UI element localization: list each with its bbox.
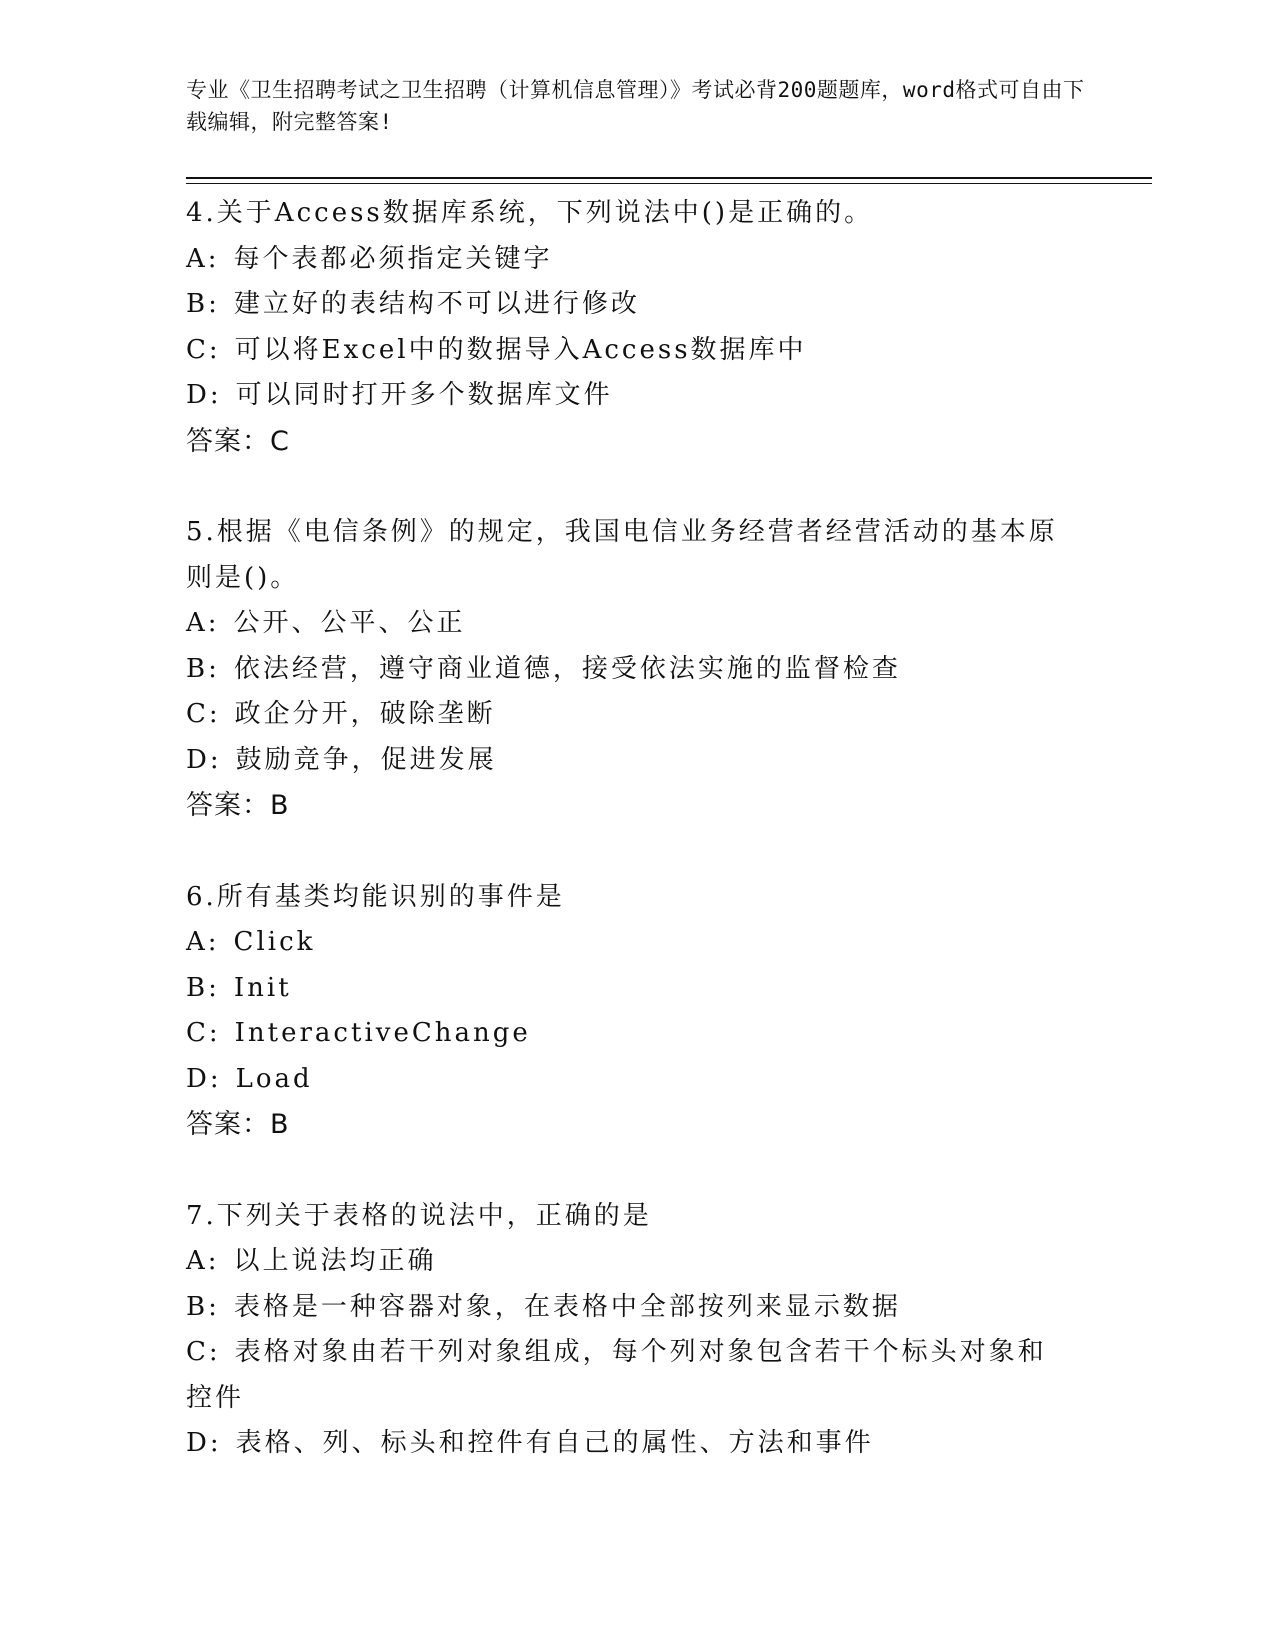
option-text: 表格对象由若干列对象组成，每个列对象包含若干个标头对象和控件 — [186, 1337, 1047, 1413]
option-key: C: — [186, 1337, 221, 1367]
option-c — [186, 328, 1066, 374]
option-key: D: — [186, 1428, 222, 1458]
option-text: 表格、列、标头和控件有自己的属性、方法和事件 — [235, 1428, 874, 1458]
option-a — [186, 237, 1066, 283]
answer-label: 答案：C — [186, 425, 290, 457]
option-text: 每个表都必须指定关键字 — [233, 243, 553, 274]
option-b — [186, 1285, 1066, 1331]
question-stem: 7.下列关于表格的说法中，正确的是 — [186, 1200, 652, 1231]
option-text: InteractiveChange — [234, 1018, 531, 1048]
option-a — [186, 1239, 1066, 1285]
option-text: 建立好的表结构不可以进行修改 — [233, 289, 640, 319]
option-d — [186, 373, 1066, 419]
option-text: 鼓励竞争，促进发展 — [235, 744, 497, 775]
question-6 — [186, 875, 1066, 1148]
option-key: C: — [186, 334, 221, 365]
option-key: B: — [186, 972, 220, 1003]
question-5 — [186, 510, 1066, 829]
option-text: 可以同时打开多个数据库文件 — [235, 380, 613, 410]
option-b — [186, 966, 1066, 1012]
option-text: 表格是一种容器对象，在表格中全部按列来显示数据 — [233, 1291, 901, 1322]
option-c — [186, 1330, 1066, 1421]
option-c — [186, 1011, 1066, 1057]
option-key: B: — [186, 289, 220, 319]
option-text: 依法经营，遵守商业道德，接受依法实施的监督检查 — [233, 653, 901, 684]
option-text: 以上说法均正确 — [233, 1246, 437, 1276]
option-key: A: — [186, 1246, 220, 1276]
option-text: Init — [233, 972, 292, 1003]
question-stem: 4.关于Access数据库系统，下列说法中()是正确的。 — [186, 198, 874, 228]
option-d — [186, 1057, 1066, 1103]
option-d — [186, 738, 1066, 784]
option-key: A: — [186, 927, 220, 957]
option-key: D: — [186, 744, 222, 775]
question-stem: 5.根据《电信条例》的规定，我国电信业务经营者经营活动的基本原则是()。 — [186, 517, 1058, 593]
option-key: B: — [186, 1291, 220, 1322]
header-divider-thin — [186, 183, 1152, 184]
option-text: 可以将Excel中的数据导入Access数据库中 — [234, 334, 807, 365]
option-text: 政企分开，破除垄断 — [234, 699, 496, 729]
option-key: D: — [186, 1063, 222, 1094]
question-7 — [186, 1194, 1066, 1467]
option-key: C: — [186, 699, 221, 729]
answer-label: 答案：B — [186, 1109, 290, 1140]
option-key: B: — [186, 653, 220, 684]
question-stem: 6.所有基类均能识别的事件是 — [186, 881, 565, 912]
option-text: 公开、公平、公正 — [233, 608, 466, 638]
option-key: C: — [186, 1018, 221, 1048]
option-b — [186, 282, 1066, 328]
option-d — [186, 1421, 1066, 1467]
question-list — [186, 191, 1066, 1513]
option-text: Load — [235, 1063, 313, 1094]
option-a — [186, 920, 1066, 966]
option-c — [186, 692, 1066, 738]
option-a — [186, 601, 1066, 647]
header-divider-thick — [186, 177, 1152, 179]
question-4 — [186, 191, 1066, 464]
option-key: D: — [186, 380, 222, 410]
option-key: A: — [186, 243, 220, 274]
document-header-text: 专业《卫生招聘考试之卫生招聘（计算机信息管理）》考试必背200题题库，word格式可自由下载编辑，附完整答案! — [186, 78, 1085, 134]
option-text: Click — [233, 927, 316, 957]
answer-label: 答案：B — [186, 790, 290, 821]
option-key: A: — [186, 608, 220, 638]
option-b — [186, 647, 1066, 693]
